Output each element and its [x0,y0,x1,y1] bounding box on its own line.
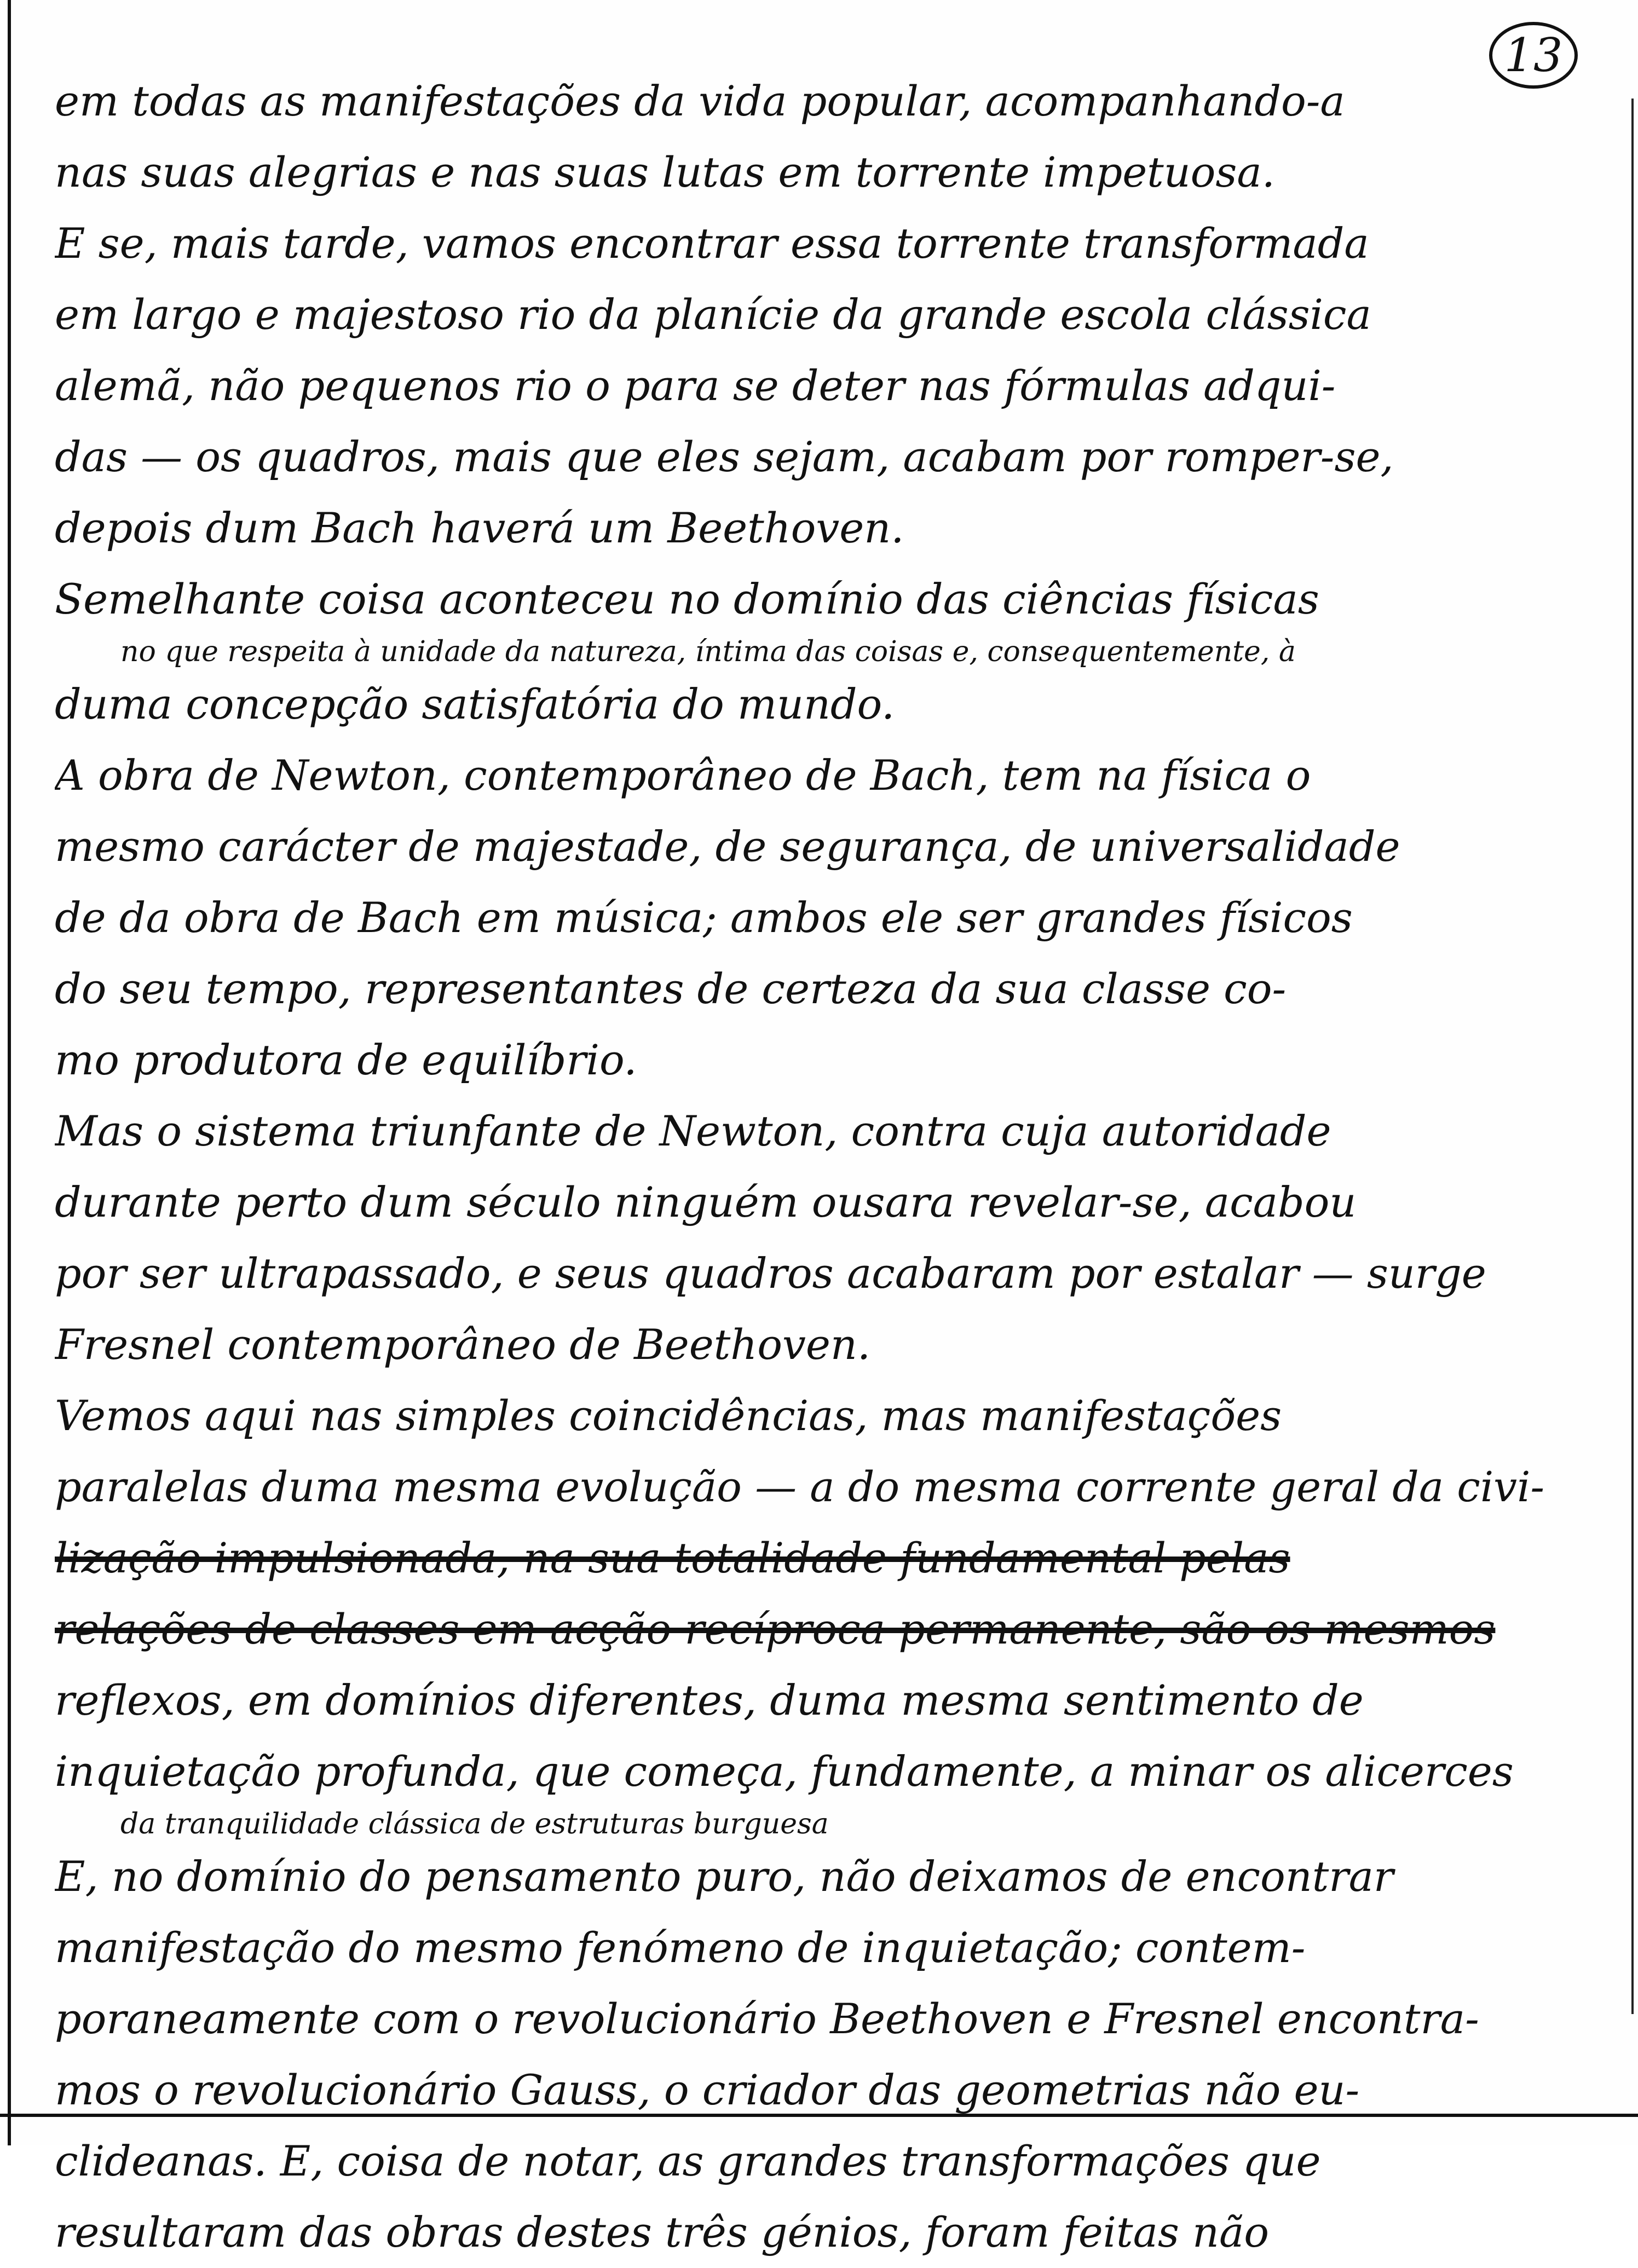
text-line [55,421,1577,493]
line-text: reflexos, em domínios diferentes, duma mesma sentimento de [55,1676,1364,1725]
text-line [55,1167,1577,1238]
text-line [55,1665,1577,1736]
line-text: mos o revolucionário Gauss, o criador das geometrias não eu- [55,2066,1360,2114]
line-text: das — os quadros, mais que eles sejam, acabam por romper-se, [55,432,1394,481]
text-line [55,669,1577,740]
line-text: da tranquilidade clássica de estruturas burguesa [120,1808,829,1841]
line-text: relações de classes em acção recíproca permanente, são os mesmos [55,1605,1496,1653]
line-text: durante perto dum século ninguém ousara revelar-se, acabou [55,1178,1357,1226]
line-text: no que respeita à unidade da natureza, íntima das coisas e, consequentemente, à [120,635,1296,668]
text-line [55,882,1577,953]
line-text: clideanas. E, coisa de notar, as grandes transformações que [55,2137,1321,2185]
text-line [55,350,1577,421]
line-text: mesmo carácter de majestade, de segurança, de universalidade [55,822,1400,871]
line-text: poraneamente com o revolucionário Beethoven e Fresnel encontra- [55,1994,1479,2043]
line-text: E se, mais tarde, vamos encontrar essa torrente transformada [55,219,1369,268]
handwritten-text-body [55,66,1577,2268]
left-margin-line [8,0,11,2145]
line-text: de da obra de Bach em música; ambos ele ser grandes físicos [55,893,1353,942]
text-line [55,2197,1577,2268]
text-line [55,1451,1577,1523]
text-line [55,493,1577,564]
text-line [55,208,1577,279]
line-text: A obra de Newton, contemporâneo de Bach, tem na física o [55,751,1311,800]
right-margin-line [1631,99,1634,2014]
line-text: nas suas alegrias e nas suas lutas em torrente impetuosa. [55,148,1275,196]
text-line [55,2126,1577,2197]
text-line [55,1025,1577,1096]
page-number: 13 [1489,22,1578,89]
text-line [55,1736,1577,1807]
text-line [55,137,1577,208]
text-line [55,740,1577,811]
line-text: mo produtora de equilíbrio. [55,1035,637,1084]
text-line [55,279,1577,350]
text-line [55,1380,1577,1451]
text-line [55,1912,1577,1983]
line-text: Fresnel contemporâneo de Beethoven. [55,1320,871,1369]
line-text: inquietação profunda, que começa, fundamente, a minar os alicerces [55,1747,1514,1796]
line-text: por ser ultrapassado, e seus quadros acabaram por estalar — surge [55,1249,1486,1298]
line-text: Mas o sistema triunfante de Newton, contra cuja autoridade [55,1107,1331,1155]
text-line [55,1238,1577,1309]
text-line [55,1096,1577,1167]
line-text: paralelas duma mesma evolução — a do mesma corrente geral da civi- [55,1462,1545,1511]
line-text: depois dum Bach haverá um Beethoven. [55,504,904,552]
line-text: duma concepção satisfatória do mundo. [55,680,895,728]
line-text: E, no domínio do pensamento puro, não deixamos de encontrar [55,1852,1394,1901]
text-line [55,564,1577,635]
text-line [55,1983,1577,2055]
line-text: manifestação do mesmo fenómeno de inquietação; contem- [55,1923,1306,1972]
text-line [55,811,1577,882]
line-text: lização impulsionada, na sua totalidade fundamental pelas [55,1534,1290,1582]
struck-text-line [55,1594,1577,1665]
text-line [55,1309,1577,1380]
line-text: Semelhante coisa aconteceu no domínio das ciências físicas [55,575,1319,623]
line-text: do seu tempo, representantes de certeza da sua classe co- [55,964,1287,1013]
interlinear-insertion [55,1807,1577,1841]
text-line [55,2055,1577,2126]
interlinear-insertion [55,635,1577,669]
text-line [55,953,1577,1025]
line-text: Vemos aqui nas simples coincidências, mas manifestações [55,1391,1282,1440]
struck-text-line [55,1523,1577,1594]
line-text: em largo e majestoso rio da planície da grande escola clássica [55,290,1371,339]
text-line [55,1841,1577,1912]
line-text: resultaram das obras destes três génios, foram feitas não [55,2208,1270,2257]
line-text: em todas as manifestações da vida popular, acompanhando-a [55,77,1345,125]
line-text: alemã, não pequenos rio o para se deter nas fórmulas adqui- [55,361,1336,410]
text-line [55,66,1577,137]
